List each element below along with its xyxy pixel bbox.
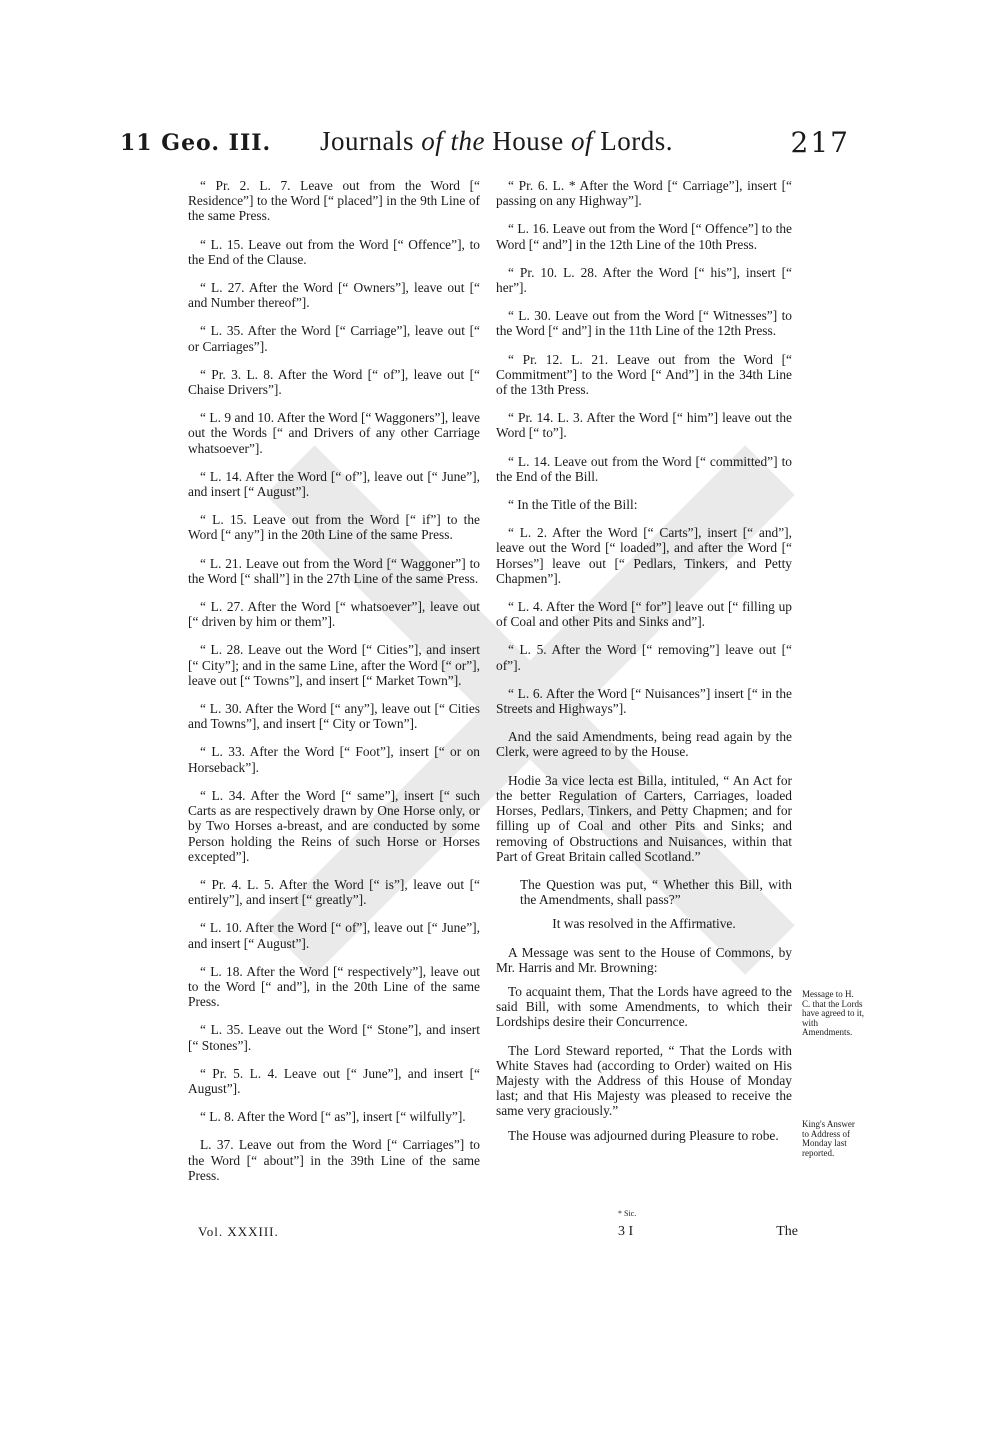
amendment-paragraph: “ Pr. 5. L. 4. Leave out [“ June”], and insert [“ August”]. — [188, 1065, 480, 1096]
amendment-paragraph: “ L. 9 and 10. After the Word [“ Waggoners”], leave out the Words [“ and Drivers of any other Carriage whatsoever”]. — [188, 410, 480, 456]
amendment-paragraph: “ L. 14. After the Word [“ of”], leave out [“ June”], and insert [“ August”]. — [188, 468, 480, 500]
amendment-paragraph: “ L. 14. Leave out from the Word [“ committed”] to the End of the Bill. — [496, 453, 792, 484]
amendment-paragraph: “ Pr. 6. L. * After the Word [“ Carriage”], insert [“ passing on any Highway”]. — [496, 178, 792, 209]
right-column — [496, 178, 792, 1156]
amendment-paragraph: “ L. 8. After the Word [“ as”], insert [“ wilfully”]. — [200, 1109, 466, 1125]
amendment-paragraph: “ L. 18. After the Word [“ respectively”], leave out to the Word [“ and”], in the 20th Line of the same Press. — [188, 963, 480, 1010]
title-heading: “ In the Title of the Bill: — [508, 497, 638, 513]
amendment-paragraph: “ L. 35. After the Word [“ Carriage”], leave out [“ or Carriages”]. — [188, 323, 480, 354]
acquaint-paragraph: To acquaint them, That the Lords have agreed to the said Bill, with some Amendments, to which their Lordships desire their Concurrence. — [496, 983, 792, 1030]
amendment-paragraph: “ L. 28. Leave out the Word [“ Cities”], and insert [“ City”]; and in the same Line, after the Word [“ or”], leave out [“ Towns”], and insert [“ Market Town”]. — [188, 642, 480, 688]
journal-title: Journals of the House of Lords. — [320, 126, 674, 156]
adjournment-paragraph: The House was adjourned during Pleasure to robe. — [508, 1127, 779, 1143]
margin-note-answer: King's Answer to Address of Monday last reported. — [802, 1119, 855, 1158]
running-head — [120, 126, 850, 170]
amendment-paragraph: “ Pr. 12. L. 21. Leave out from the Word [“ Commitment”] to the Word [“ And”] in the 34th Line of the 13th Press. — [496, 351, 792, 398]
left-column — [188, 178, 480, 1192]
amendment-paragraph: “ L. 4. After the Word [“ for”] leave out [“ filling up of Coal and other Pits and Sinks and”]. — [496, 599, 792, 630]
amendment-paragraph: L. 37. Leave out from the Word [“ Carriages”] to the Word [“ about”] in the 39th Line of the same Press. — [188, 1137, 480, 1183]
message-paragraph: A Message was sent to the House of Commons, by Mr. Harris and Mr. Browning: — [496, 944, 792, 975]
question-paragraph: The Question was put, “ Whether this Bill, with the Amendments, shall pass?” — [520, 876, 792, 908]
amendment-paragraph: “ Pr. 2. L. 7. Leave out from the Word [“ Residence”] to the Word [“ placed”] in the 9th Line of the same Press. — [188, 178, 480, 224]
amendment-paragraph: “ L. 21. Leave out from the Word [“ Waggoner”] to the Word [“ shall”] in the 27th Line of the same Press. — [188, 555, 480, 586]
amendment-paragraph: “ Pr. 10. L. 28. After the Word [“ his”], insert [“ her”]. — [496, 264, 792, 296]
amendment-paragraph: “ L. 35. Leave out the Word [“ Stone”], and insert [“ Stones”]. — [188, 1022, 480, 1053]
amendment-paragraph: “ L. 30. Leave out from the Word [“ Witnesses”] to the Word [“ and”] in the 11th Line of the 12th Press. — [496, 308, 792, 339]
amendment-paragraph: “ L. 16. Leave out from the Word [“ Offence”] to the Word [“ and”] in the 12th Line of the 10th Press. — [496, 221, 792, 252]
amendment-paragraph: “ L. 27. After the Word [“ Owners”], leave out [“ and Number thereof”]. — [188, 280, 480, 311]
amendment-paragraph: “ L. 15. Leave out from the Word [“ Offence”], to the End of the Clause. — [188, 236, 480, 267]
resolution-paragraph: It was resolved in the Affirmative. — [552, 916, 736, 932]
lord-steward-paragraph: The Lord Steward reported, “ That the Lords with White Staves had (according to Order) waited on His Majesty with the Address of this House of Monday last; and that His Majesty was pleased to receive the same very graciously.” — [496, 1042, 792, 1119]
signature-mark: 3 I — [618, 1224, 634, 1239]
margin-note-message: Message to H. C. that the Lords have agreed to it, with Amendments. — [802, 989, 864, 1037]
amendment-paragraph: “ Pr. 4. L. 5. After the Word [“ is”], leave out [“ entirely”], and insert [“ greatly”]. — [188, 876, 480, 908]
amendment-paragraph: “ L. 30. After the Word [“ any”], leave out [“ Cities and Towns”], and insert [“ City or Town”]. — [188, 701, 480, 732]
regnal-year: 11 Geo. III. — [120, 130, 272, 156]
amendment-paragraph: “ Pr. 3. L. 8. After the Word [“ of”], leave out [“ Chaise Drivers”]. — [188, 366, 480, 398]
volume-label: Vol. XXXIII. — [198, 1224, 279, 1239]
amendment-paragraph: “ L. 15. Leave out from the Word [“ if”] to the Word [“ any”] in the 20th Line of the same Press. — [188, 512, 480, 543]
agreed-paragraph: And the said Amendments, being read again by the Clerk, were agreed to by the House. — [496, 729, 792, 760]
page-footer — [188, 1209, 798, 1254]
sic-footnote: * Sic. — [618, 1209, 637, 1218]
amendment-paragraph: “ L. 6. After the Word [“ Nuisances”] insert [“ in the Streets and Highways”]. — [496, 685, 792, 717]
amendment-paragraph: “ L. 5. After the Word [“ removing”] leave out [“ of”]. — [496, 642, 792, 673]
amendment-paragraph: “ Pr. 14. L. 3. After the Word [“ him”] leave out the Word [“ to”]. — [496, 410, 792, 441]
amendment-paragraph: “ L. 2. After the Word [“ Carts”], insert [“ and”], leave out the Word [“ loaded”], and after the Word [“ Horses”] leave out [“ Pedlars, Tinkers, and Petty Chapmen”]. — [496, 525, 792, 586]
amendment-paragraph: “ L. 34. After the Word [“ same”], insert [“ such Carts as are respectively drawn by One Horse only, or by Two Horses a-breast, and are conducted by some Person holding the Reins of such Horse or Horses excepted”]. — [188, 787, 480, 864]
catchword: The — [776, 1224, 798, 1239]
amendment-paragraph: “ L. 10. After the Word [“ of”], leave out [“ June”], and insert [“ August”]. — [188, 920, 480, 951]
third-reading-paragraph: Hodie 3a vice lecta est Billa, intituled, “ An Act for the better Regulation of Carters, Carriages, loaded Horses, Pedlars, Tinkers, and Petty Chapmen; and for filling up of Coal and other Pits and Sinks; and removing of Obstructions and Nuisances, within that Part of Great Britain called Scotland.” — [496, 772, 792, 864]
page-number: 217 — [790, 126, 850, 159]
amendment-paragraph: “ L. 27. After the Word [“ whatsoever”], leave out [“ driven by him or them”]. — [188, 599, 480, 630]
amendment-paragraph: “ L. 33. After the Word [“ Foot”], insert [“ or on Horseback”]. — [188, 744, 480, 775]
